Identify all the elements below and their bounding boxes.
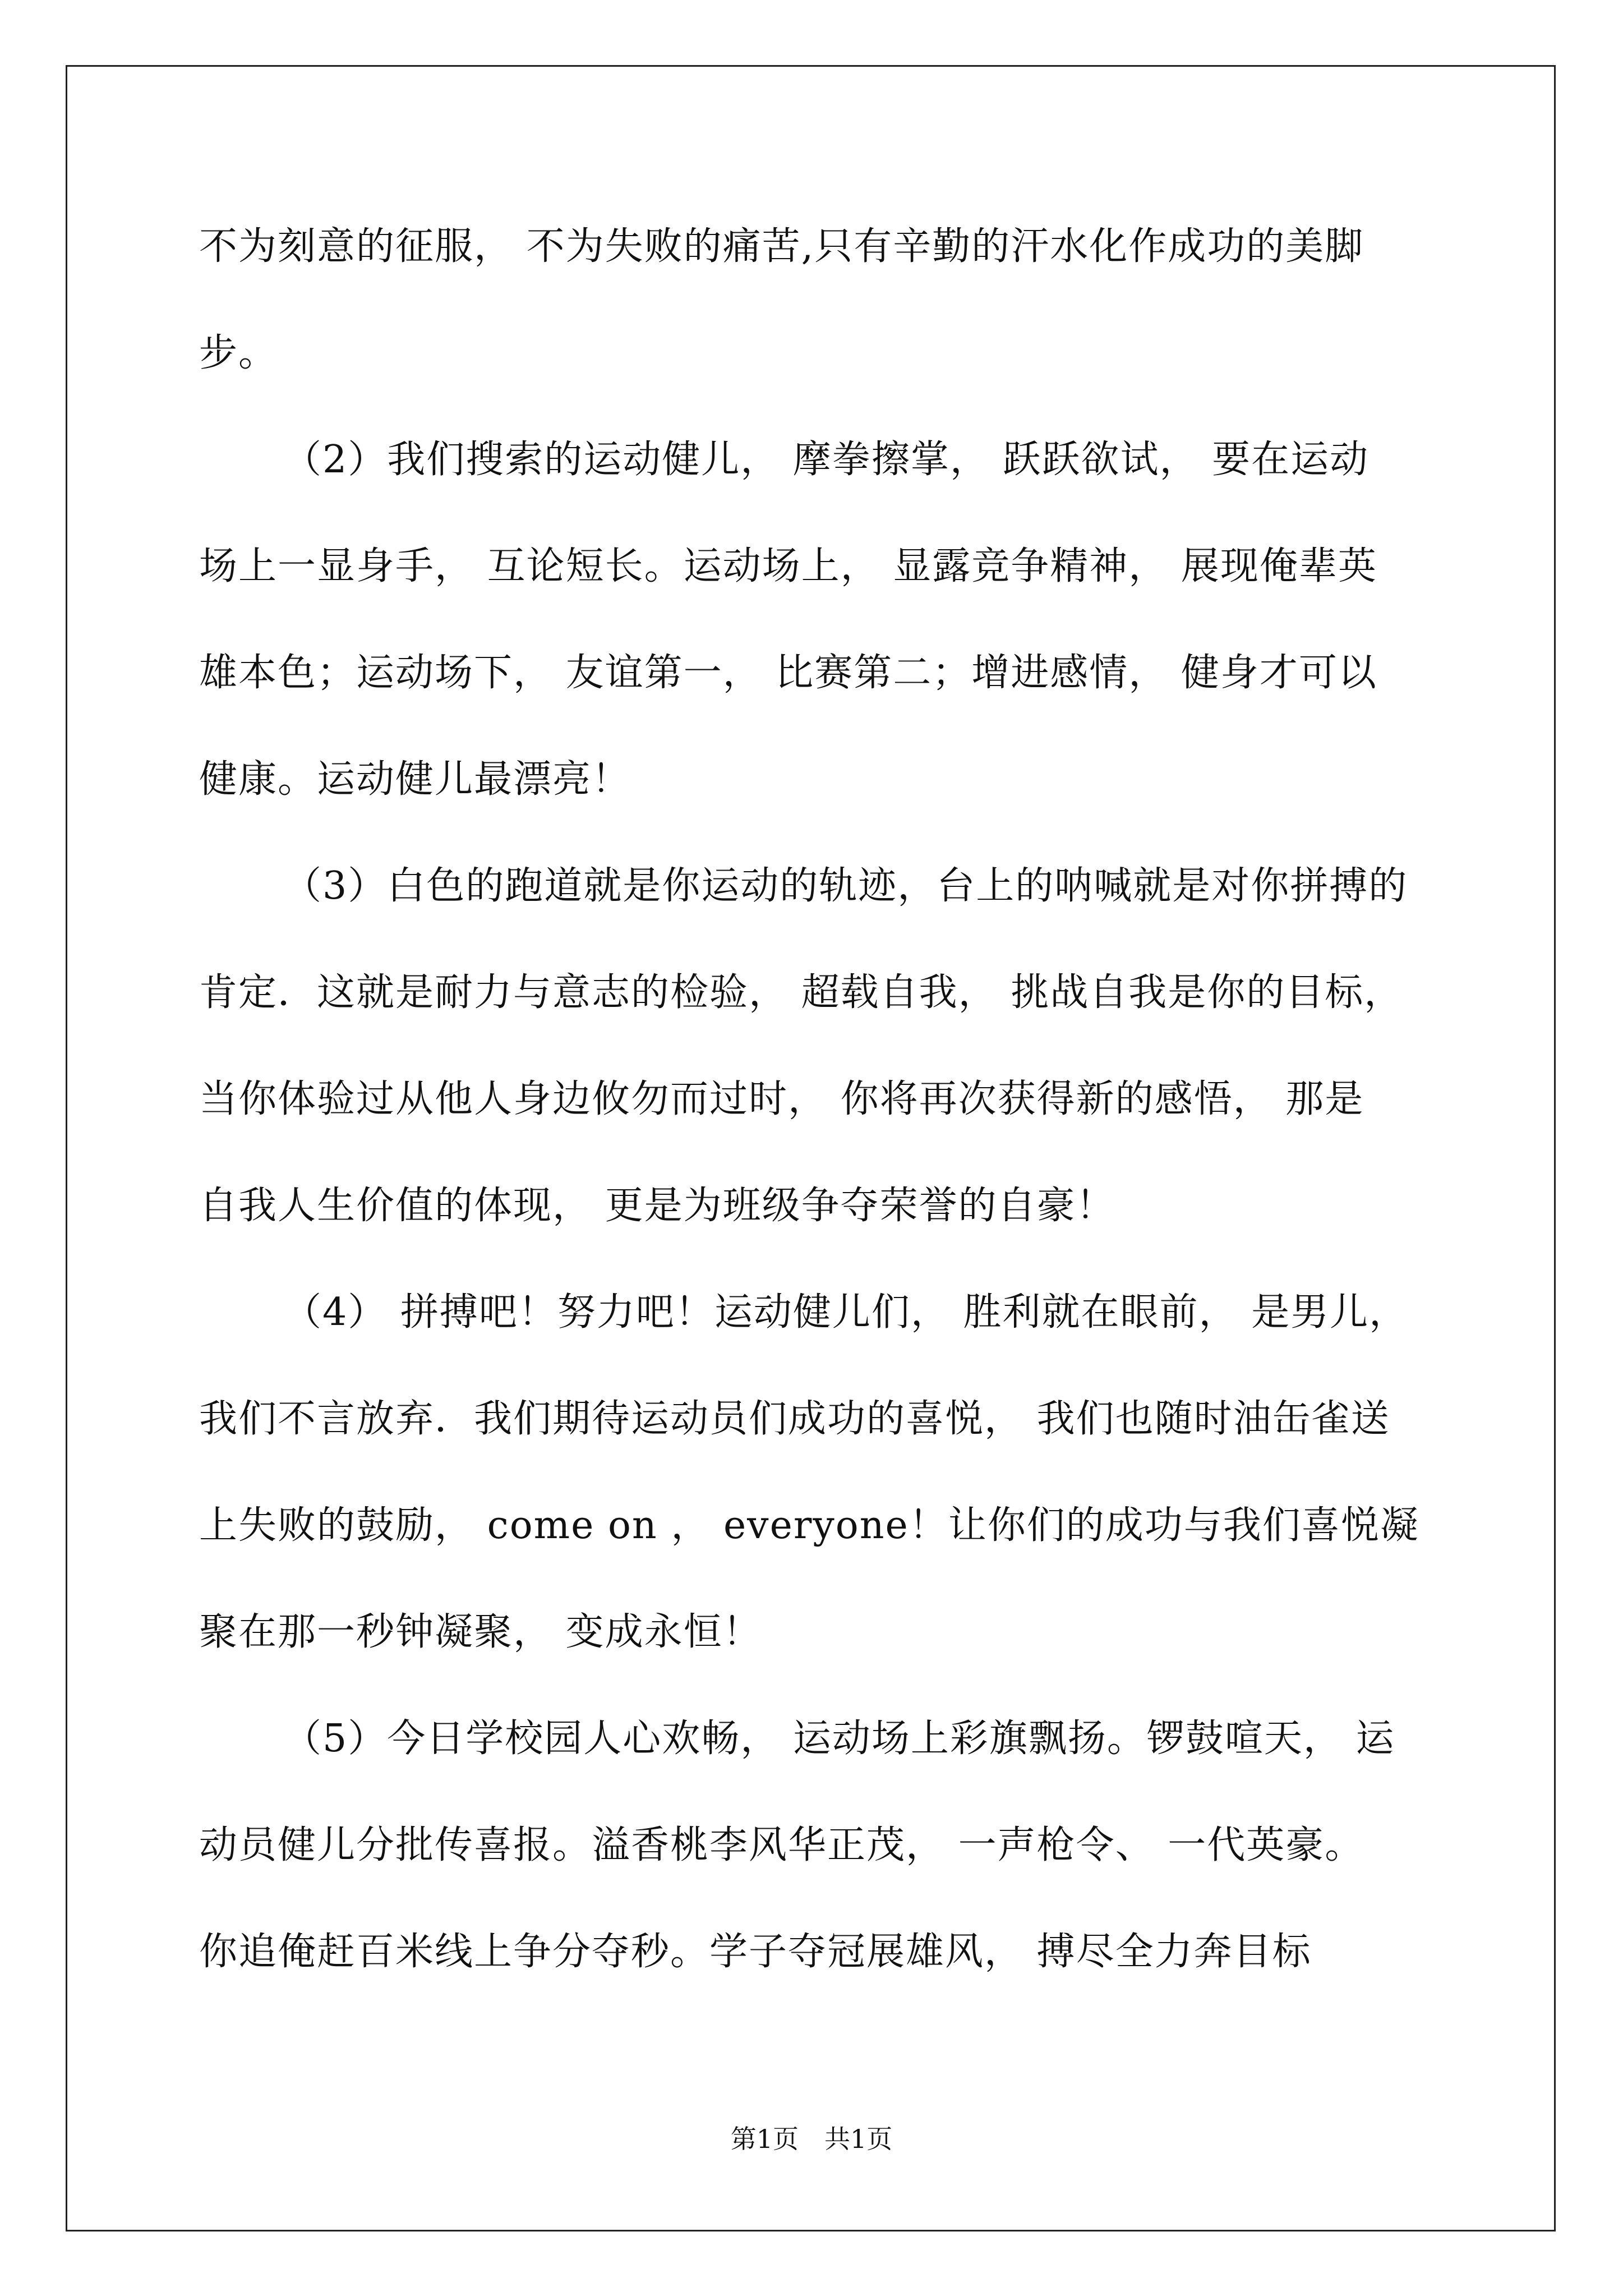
text-line: 我们不言放弃．我们期待运动员们成功的喜悦， 我们也随时油缶雀送 (199, 1397, 1390, 1441)
text-line: 健康。运动健儿最漂亮！ (199, 757, 631, 802)
text-line: 步。 (199, 331, 278, 375)
text-line: 自我人生价值的体现， 更是为班级争夺荣誉的自豪！ (199, 1184, 1115, 1228)
text-line: 你追俺赶百米线上争分夺秒。学子夺冠展雄风， 搏尽全力奔目标 (199, 1930, 1312, 1974)
paragraph-start-line: （5）今日学校园人心欢畅， 运动场上彩旗飘扬。锣鼓喧天， 运 (283, 1717, 1395, 1761)
text-line: 聚在那一秒钟凝聚， 变成永恒！ (199, 1610, 762, 1654)
page-number-footer: 第1页 共1页 (730, 2124, 893, 2154)
paragraph-start-line: （2）我们搜索的运动健儿， 摩拳擦掌， 跃跃欲试， 要在运动 (283, 438, 1370, 482)
text-line: 场上一显身手， 互论短长。运动场上， 显露竞争精神， 展现俺辈英 (199, 544, 1377, 588)
text-line: 肯定．这就是耐力与意志的检验， 超载自我， 挑战自我是你的目标， (199, 970, 1404, 1015)
text-line: 上失败的鼓励， come on ， everyone！让你们的成功与我们喜悦凝 (199, 1503, 1419, 1548)
paragraph-start-line: （4） 拼搏吧！努力吧！运动健儿们， 胜利就在眼前， 是男儿， (283, 1290, 1409, 1335)
text-line: 当你体验过从他人身边攸勿而过时， 你将再次获得新的感悟， 那是 (199, 1077, 1364, 1121)
text-line: 不为刻意的征服， 不为失败的痛苦,只有辛勤的汗水化作成功的美脚 (199, 224, 1364, 269)
text-line: 雄本色；运动场下， 友谊第一， 比赛第二；增进感情， 健身才可以 (199, 651, 1377, 695)
paragraph-start-line: （3）白色的跑道就是你运动的轨迹，台上的呐喊就是对你拼搏的 (283, 864, 1408, 908)
page-border (66, 65, 1556, 2231)
text-line: 动员健儿分批传喜报。溢香桃李风华正茂， 一声枪令、 一代英豪。 (199, 1823, 1364, 1867)
